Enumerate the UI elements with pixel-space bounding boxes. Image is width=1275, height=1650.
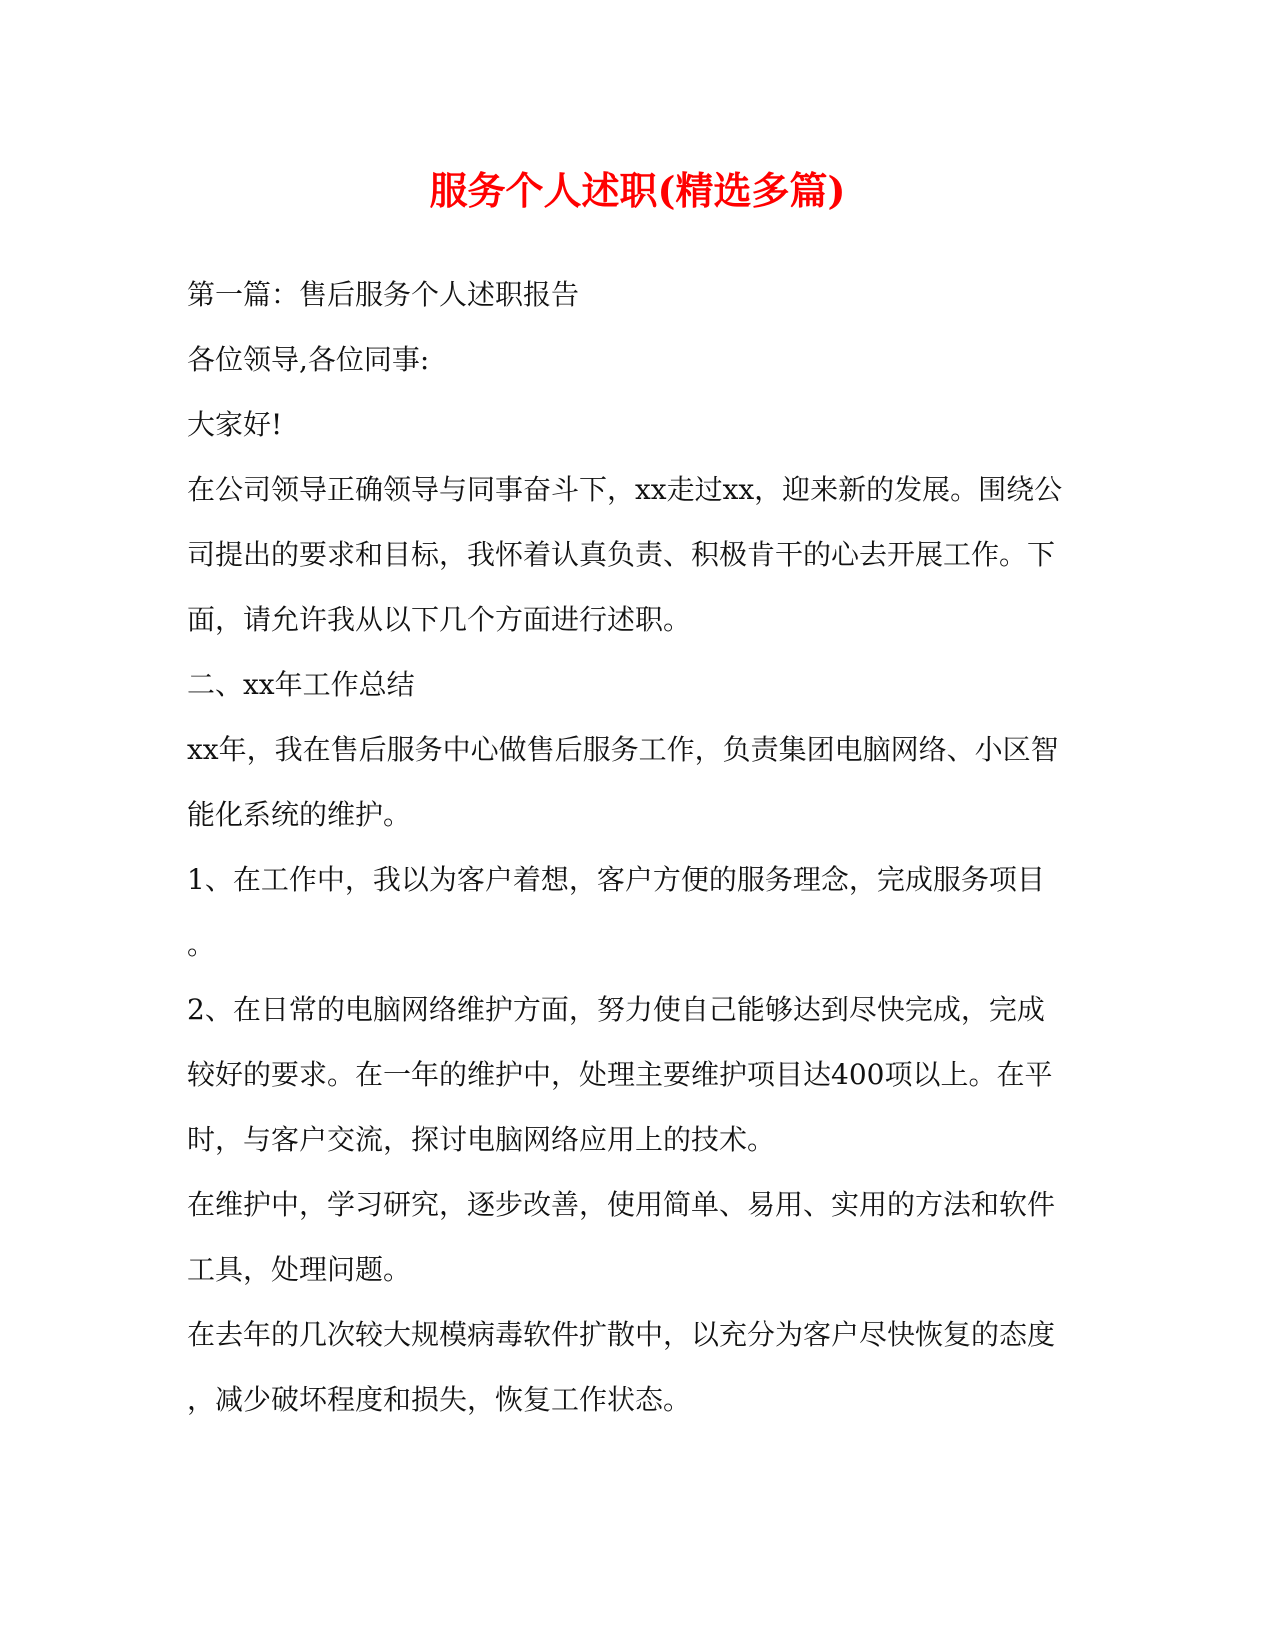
document-title: 服务个人述职(精选多篇) (429, 168, 846, 213)
paragraph-line: 司提出的要求和目标，我怀着认真负责、积极肯干的心去开展工作。下 (187, 538, 1056, 571)
section-heading: 第一篇：售后服务个人述职报告 (187, 278, 580, 311)
greeting: 大家好! (187, 408, 283, 441)
paragraph-line: 工具，处理问题。 (187, 1253, 412, 1286)
document-body (187, 278, 1107, 1453)
paragraph-line: 面，请允许我从以下几个方面进行述职。 (187, 603, 692, 636)
paragraph-line: 在公司领导正确领导与同事奋斗下，xx走过xx，迎来新的发展。围绕公 (187, 473, 1063, 506)
paragraph-line: xx年，我在售后服务中心做售后服务工作，负责集团电脑网络、小区智 (187, 733, 1059, 766)
paragraph-line: 在去年的几次较大规模病毒软件扩散中，以充分为客户尽快恢复的态度 (187, 1318, 1056, 1351)
list-item-line: 较好的要求。在一年的维护中，处理主要维护项目达400项以上。在平 (187, 1058, 1053, 1091)
paragraph-line: 在维护中，学习研究，逐步改善，使用简单、易用、实用的方法和软件 (187, 1188, 1056, 1221)
list-item-line: 1、在工作中，我以为客户着想，客户方便的服务理念，完成服务项目 (187, 863, 1045, 896)
salutation: 各位领导,各位同事: (187, 343, 430, 376)
list-item-line: 。 (187, 928, 216, 961)
paragraph-line: ，减少破坏程度和损失，恢复工作状态。 (187, 1383, 692, 1416)
list-item-line: 2、在日常的电脑网络维护方面，努力使自己能够达到尽快完成，完成 (187, 993, 1045, 1026)
list-item-line: 时，与客户交流，探讨电脑网络应用上的技术。 (187, 1123, 776, 1156)
subsection-heading: 二、xx年工作总结 (187, 668, 415, 701)
paragraph-line: 能化系统的维护。 (187, 798, 412, 831)
